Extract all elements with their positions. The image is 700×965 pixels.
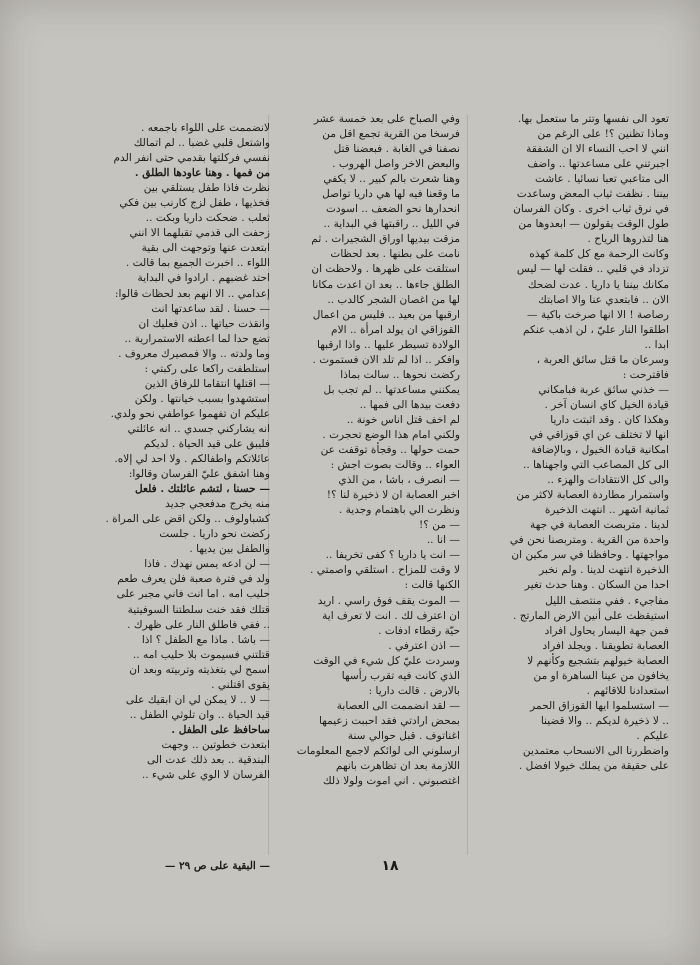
text-line: — انصرف ، باشا ، من الذي bbox=[338, 474, 460, 487]
text-line: لها من اغصان الشجر كالدب .. bbox=[327, 293, 460, 306]
text-line: ابتعدت خطوتين .. وجهت bbox=[161, 738, 270, 751]
text-column-middle bbox=[262, 112, 460, 882]
text-line: ما وقعنا فيه لها هي داريا تواصل bbox=[322, 188, 460, 201]
text-line: القوزاقي ان يولد امرأة .. الام bbox=[331, 323, 460, 336]
text-line: احدا من السكان . وهنا حدث تغير bbox=[524, 579, 669, 592]
text-line: رصاصة ! الا انها صرخت باكية — bbox=[527, 308, 669, 321]
text-line: نظرت فاذا طفل يستلقي بين bbox=[143, 182, 270, 195]
text-line: انها لا تختلف عن اي قوزاقي في bbox=[529, 428, 669, 441]
text-line: استلقت على ظهرها . ولاحظت ان bbox=[311, 263, 460, 276]
text-line: نامت على بطنها . بعد لحظات bbox=[330, 248, 460, 261]
text-line: اغتصبوني . اني اموت ولولا ذلك bbox=[322, 775, 460, 788]
text-line: — لن ادعه يمس نهدك . فاذا bbox=[144, 558, 270, 571]
text-line: اجبرتني على مساعدتها .. واضف bbox=[527, 158, 669, 171]
text-line: لم اخف قتل اناس خونة .. bbox=[346, 413, 460, 426]
text-line: تزداد في قلبي .. فقلت لها — ليس bbox=[516, 263, 669, 276]
text-line: — من ؟! bbox=[419, 519, 460, 532]
text-line: — انا .. bbox=[426, 534, 460, 547]
text-line: اللازمة بعد ان تظاهرت بانهم bbox=[335, 760, 460, 773]
text-line: عليكم . bbox=[636, 729, 669, 742]
text-line: — اذن اعترفي . bbox=[388, 639, 460, 652]
text-line: في الليل .. راقبتها في البداية .. bbox=[323, 218, 460, 231]
text-line: مفاجيء . ففي منتصف الليل bbox=[545, 594, 669, 607]
text-line: وكانت الرحمة مع كل كلمة كهذه bbox=[529, 248, 669, 261]
text-line: استشهدوا بسبب خيانتها . ولكن bbox=[134, 392, 270, 405]
text-line: مزقت بيديها اوراق الشجيرات . ثم bbox=[311, 233, 460, 246]
text-line: ركضت نحوها .. سالت بماذا bbox=[340, 368, 460, 381]
text-line: بالارض . قالت داريا : bbox=[368, 684, 460, 697]
text-line: لانضممت على اللواء باجمعه . bbox=[140, 122, 270, 134]
text-line: يمكنني مساعدتها .. لم تجب بل bbox=[323, 383, 460, 396]
text-line: العواء .. وقالت بصوت اجش : bbox=[330, 459, 460, 472]
text-line: والى كل الانتقادات والهزء .. bbox=[547, 474, 669, 487]
text-line: — استسلموا ايها القوزاق الحمر bbox=[530, 699, 669, 712]
text-line: وماذا تظنين ؟! على الرغم من bbox=[537, 128, 669, 141]
text-line: — اقتلها انتقاما للرفاق الذين bbox=[144, 377, 270, 390]
text-line: فمن جهة اليسار يحاول افراد bbox=[544, 624, 669, 637]
text-line: في نرق ثياب اخرى . وكان الفرسان bbox=[513, 203, 669, 216]
text-line: .. لا ذخيرة لديكم .. والا قضينا bbox=[540, 714, 669, 727]
text-line: وافكر .. اذا لم تلد الان فستموت . bbox=[312, 353, 460, 366]
text-line: فاقترحت : bbox=[622, 368, 669, 381]
text-line: وهكذا كان . وقد اثبتت داريا bbox=[550, 413, 669, 426]
text-line: ان اعترف لك . انت لا تعرف اية bbox=[322, 609, 460, 622]
text-line: الفرسان لا الوي على شيء .. bbox=[141, 769, 270, 782]
text-line: فخذيها ، طفل لزج كارنب بين فكي bbox=[119, 197, 270, 210]
text-line: اطلقوا النار عليّ ، لن اذهب عنكم bbox=[522, 323, 669, 336]
text-line: ركضت نحو داريا . جلست bbox=[159, 528, 270, 541]
text-line: بمحض ارادتي فقد احببت زعيمها bbox=[319, 714, 460, 727]
text-line: البندقية .. بعد ذلك عدت الى bbox=[147, 753, 270, 766]
text-line: هنا لتذروها الرياح . bbox=[587, 233, 669, 246]
text-column-left bbox=[75, 121, 270, 891]
text-line: اللواء .. اخبرت الجميع بما قالت . bbox=[125, 257, 270, 270]
text-line: وسرعان ما قتل سائق العربة ، bbox=[536, 353, 669, 366]
text-line: قيد الحياة .. وان تلوثي الطفل .. bbox=[129, 708, 270, 721]
text-line: الكنها قالت : bbox=[404, 579, 460, 592]
text-line: استلطفت راكعا على ركبتي : bbox=[144, 362, 270, 375]
text-line: تضع حدا لما اعطته الاستمرارية .. bbox=[124, 332, 270, 345]
text-line: حليب امه . اما انت فاني مجبر على bbox=[116, 588, 270, 601]
text-line: — لقد انضممت الى العصابة bbox=[336, 699, 460, 712]
text-line: الى كل المصاعب التي واجهناها .. bbox=[522, 459, 669, 472]
text-line: انحدارها نحو الضعف .. اسودت bbox=[325, 203, 460, 216]
text-column-right bbox=[474, 112, 669, 882]
text-line: تعود الى نفسها وتتر ما ستعمل بها. bbox=[517, 113, 669, 125]
text-line: واستمرار مطاردة العصابة لاكثر من bbox=[516, 489, 669, 502]
text-line: يقوى اقتلني . bbox=[211, 678, 270, 691]
text-line: — الموت يقف فوق راسي . اريد bbox=[317, 594, 460, 607]
text-line: فرسخا من القرية تجمع اقل من bbox=[322, 128, 460, 141]
text-line: — حسنا ، لتشم عائلتك . فلعل bbox=[134, 483, 270, 496]
text-line: حمت حولها .. وفجأة توقفت عن bbox=[320, 444, 460, 457]
text-line: العصابة تطويقنا . ويجلد افراد bbox=[542, 639, 669, 652]
text-line: الطلق جاءها .. بعد ان اعدت مكانا bbox=[312, 278, 460, 291]
text-line: الى متاعبي تعبا نسائيا . عاشت bbox=[535, 173, 669, 186]
text-line: اخبر العصابة ان لا ذخيرة لنا ؟! bbox=[326, 489, 460, 502]
text-line: لدينا . متربصت العصابة في جهة bbox=[530, 519, 669, 532]
text-line: — خذني سائق عربة فبامكاني bbox=[538, 383, 669, 396]
text-line: حيّة رقطاء ادفات . bbox=[378, 624, 460, 637]
text-line: العصابة خيولهم بتشجيع وكأنهم لا bbox=[527, 654, 669, 667]
text-line: واشتعل قلبي غضبا .. لم اتمالك bbox=[133, 137, 270, 150]
text-line: انه يشاركني جسدي .. انه عائلتي bbox=[127, 422, 270, 435]
text-line: ساحافظ على الطفل . bbox=[171, 723, 270, 736]
text-line: واحدة من القرية . ومتربصنا نحن في bbox=[509, 534, 669, 547]
text-line: وفي الصباح على بعد خمسة عشر bbox=[313, 113, 460, 125]
text-line: كشباولوف .. ولكن اقض على المراة . bbox=[105, 513, 270, 526]
text-line: إعدامي .. الا انهم بعد لحظات قالوا: bbox=[114, 287, 270, 300]
text-line: ولد في فترة صعبة فلن يعرف طعم bbox=[117, 573, 270, 586]
text-line: ولكني امام هذا الوضع تحجرت . bbox=[322, 428, 460, 441]
text-line: وهنا اشفق عليّ الفرسان وقالوا: bbox=[128, 468, 270, 481]
text-line: ونظرت الي باهتمام وجدية . bbox=[338, 504, 460, 517]
text-line: قتلك فقد خنت سلطتنا السوفيتية bbox=[127, 603, 270, 616]
text-line: عليكم ان تفهموا عواطفي نحو ولدي. bbox=[110, 407, 270, 420]
text-line: من فمها . وهنا عاودها الطلق . bbox=[134, 167, 270, 180]
text-line: وهنا شعرت بالم كبير .. لا يكفي bbox=[323, 173, 460, 186]
text-line: لا وقت للمزاح . استلقي واصمتي . bbox=[310, 564, 460, 577]
text-line: نصفنا في الغابة . فبعضنا قتل bbox=[333, 143, 460, 156]
text-line: الان .. فابتعدي عنا والا اصابتك bbox=[538, 293, 669, 306]
text-line: نفسي فركلتها بقدمي حتى انفر الدم bbox=[113, 152, 270, 165]
text-line: مواجهتها . وحافظنا في سر مكين ان bbox=[511, 549, 669, 562]
text-line: .. ففي فاطلق النار على ظهرك . bbox=[127, 618, 270, 631]
text-line: قتلتني فسيموت بلا حليب امه .. bbox=[132, 648, 270, 661]
text-line: ابتعدت عنها وتوجهت الى بقية bbox=[141, 242, 270, 255]
text-line: انني لا احب النساء الا ان الشفقة bbox=[526, 143, 669, 156]
text-line: — لا .. لا يمكن لي ان ابقيك على bbox=[125, 693, 270, 706]
text-line: بيننا . نظفت ثياب المعض وساعدت bbox=[516, 188, 669, 201]
text-line: اغناتوف . قبل حوالي سنة bbox=[347, 729, 460, 742]
text-line: منه يخرج مدفعجي جديد bbox=[165, 498, 270, 511]
text-line: — حسنا . لقد ساعدتها انت bbox=[151, 302, 270, 315]
text-line: — انت يا داريا ؟ كفى تخريفا .. bbox=[325, 549, 460, 562]
text-line: وسردت عليّ كل شيء في الوقت bbox=[313, 654, 460, 667]
text-line: استعدادنا للاقائهم . bbox=[586, 684, 669, 697]
text-line: — باشا . ماذا مع الطفل ؟ اذا bbox=[141, 633, 270, 646]
column-divider bbox=[467, 115, 468, 855]
text-line: اسمح لي بتغذيته وتربيته وبعد ان bbox=[129, 663, 270, 676]
text-line: ثعلب . ضحكت داريا وبكت .. bbox=[145, 212, 270, 225]
text-line: والطفل بين يديها . bbox=[189, 543, 270, 556]
text-line: والبعض الاخر واصل الهروب . bbox=[332, 158, 460, 171]
text-line: استيقظت على أنين الارض المارتج . bbox=[512, 609, 669, 622]
text-line: ابدا .. bbox=[644, 338, 669, 351]
text-line: ارقبها من بعيد .. فليس من اعمال bbox=[312, 308, 460, 321]
text-line: يخافون من عينا الساهرة او من bbox=[533, 669, 669, 682]
text-line: زحفت الى قدمي تقبلهما الا انني bbox=[129, 227, 270, 240]
text-line: ارسلوني الى لوائكم لاجمع المعلومات bbox=[296, 744, 460, 757]
text-line: على حقيقة من يملك خيولا افضل . bbox=[518, 760, 669, 773]
text-line: مكانك بيننا يا داريا . عدت لضحك bbox=[527, 278, 669, 291]
text-line: الذخيرة انتهت لدينا . ولم نخبر bbox=[539, 564, 669, 577]
text-line: واضطررنا الى الانسحاب معتمدين bbox=[522, 744, 669, 757]
text-line: وما ولدته .. والا فمصيرك معروف . bbox=[118, 347, 270, 360]
text-line: طول الوقت يقولون — ابعدوها من bbox=[518, 218, 669, 231]
text-line: امكانية قيادة الخيول ، وبالإضافة bbox=[531, 444, 669, 457]
page-number: ١٨ bbox=[381, 858, 399, 874]
text-line: الولادة تسيطر عليها .. واذا ارقبها bbox=[317, 338, 460, 351]
continued-note: — البقية على ص ٢٩ — bbox=[164, 860, 270, 872]
text-line: دفعت بيدها الى فمها .. bbox=[359, 398, 460, 411]
text-line: الذي كانت فيه تقرب رأسها bbox=[341, 669, 460, 682]
text-line: ثمانية اشهر .. انتهت الذخيرة bbox=[544, 504, 669, 517]
text-line: فليبق على قيد الحياة . لديكم bbox=[143, 437, 270, 450]
text-line: وانقذت حياتها .. اذن فعليك ان bbox=[138, 317, 270, 330]
text-line: قيادة الخيل كاي انسان آخر . bbox=[544, 398, 669, 411]
text-line: احتد غضبهم . ارادوا في البداية bbox=[137, 272, 270, 285]
text-line: عائلاتكم واطفالكم . ولا احد لي إلاه. bbox=[114, 453, 270, 466]
